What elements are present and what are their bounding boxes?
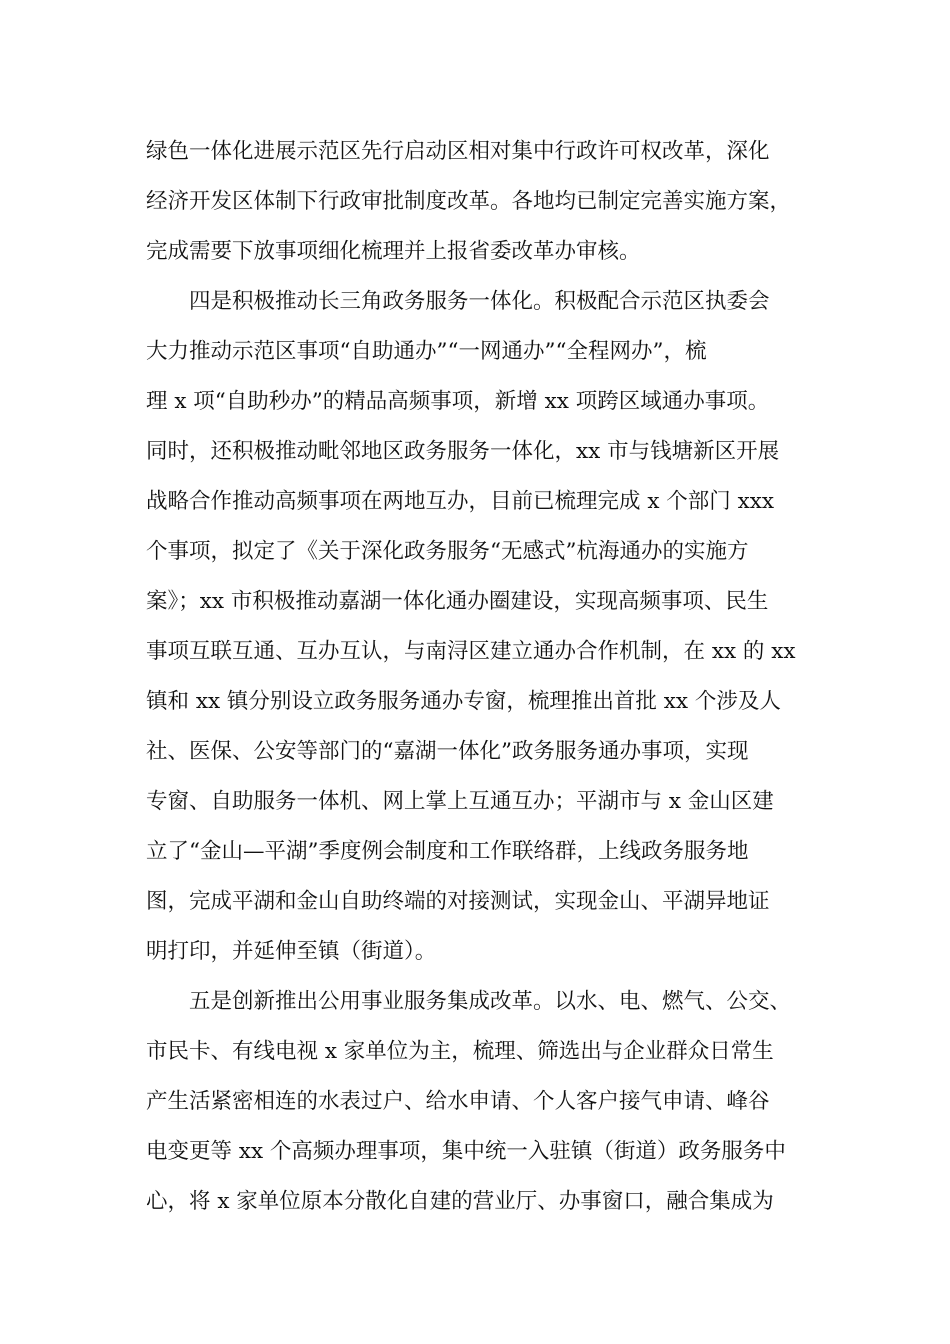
text-line: 绿色一体化进展示范区先行启动区相对集中行政许可权改革，深化: [146, 139, 770, 164]
text-line: 心，将 x 家单位原本分散化自建的营业厅、办事窗口，融合集成为: [146, 1189, 774, 1214]
paragraph-4-first-line: 四是积极推动长三角政务服务一体化。积极配合示范区执委会: [189, 289, 770, 314]
text-line: 专窗、自助服务一体机、网上掌上互通互办；平湖市与 x 金山区建: [146, 789, 774, 814]
text-line: 同时，还积极推动毗邻地区政务服务一体化，xx 市与钱塘新区开展: [146, 439, 780, 464]
text-line: 案》；xx 市积极推动嘉湖一体化通办圈建设，实现高频事项、民生: [146, 589, 769, 614]
text-line: 事项互联互通、互办互认，与南浔区建立通办合作机制，在 xx 的 xx: [146, 639, 796, 664]
text-line: 理 x 项“自助秒办”的精品高频事项，新增 xx 项跨区域通办事项。: [146, 389, 770, 414]
text-line: 个事项，拟定了《关于深化政务服务“无感式”杭海通办的实施方: [146, 539, 749, 564]
text-line: 镇和 xx 镇分别设立政务服务通办专窗，梳理推出首批 xx 个涉及人: [146, 689, 781, 714]
text-line: 立了“金山—平湖”季度例会制度和工作联络群，上线政务服务地: [146, 839, 749, 864]
text-line: 明打印，并延伸至镇（街道）。: [146, 939, 437, 964]
text-line: 电变更等 xx 个高频办理事项，集中统一入驻镇（街道）政务服务中: [146, 1139, 786, 1164]
text-line: 社、医保、公安等部门的“嘉湖一体化”政务服务通办事项，实现: [146, 739, 749, 764]
paragraph-5-first-line: 五是创新推出公用事业服务集成改革。以水、电、燃气、公交、: [189, 989, 792, 1014]
text-line: 经济开发区体制下行政审批制度改革。各地均已制定完善实施方案，: [146, 189, 792, 214]
text-line: 市民卡、有线电视 x 家单位为主，梳理、筛选出与企业群众日常生: [146, 1039, 774, 1064]
text-line: 完成需要下放事项细化梳理并上报省委改革办审核。: [146, 239, 641, 264]
text-line: 战略合作推动高频事项在两地互办，目前已梳理完成 x 个部门 xxx: [146, 489, 775, 514]
text-line: 产生活紧密相连的水表过户、给水申请、个人客户接气申请、峰谷: [146, 1089, 770, 1114]
text-line: 大力推动示范区事项“自助通办”“一网通办”“全程网办”，梳: [146, 339, 707, 364]
text-line: 图，完成平湖和金山自助终端的对接测试，实现金山、平湖异地证: [146, 889, 770, 914]
